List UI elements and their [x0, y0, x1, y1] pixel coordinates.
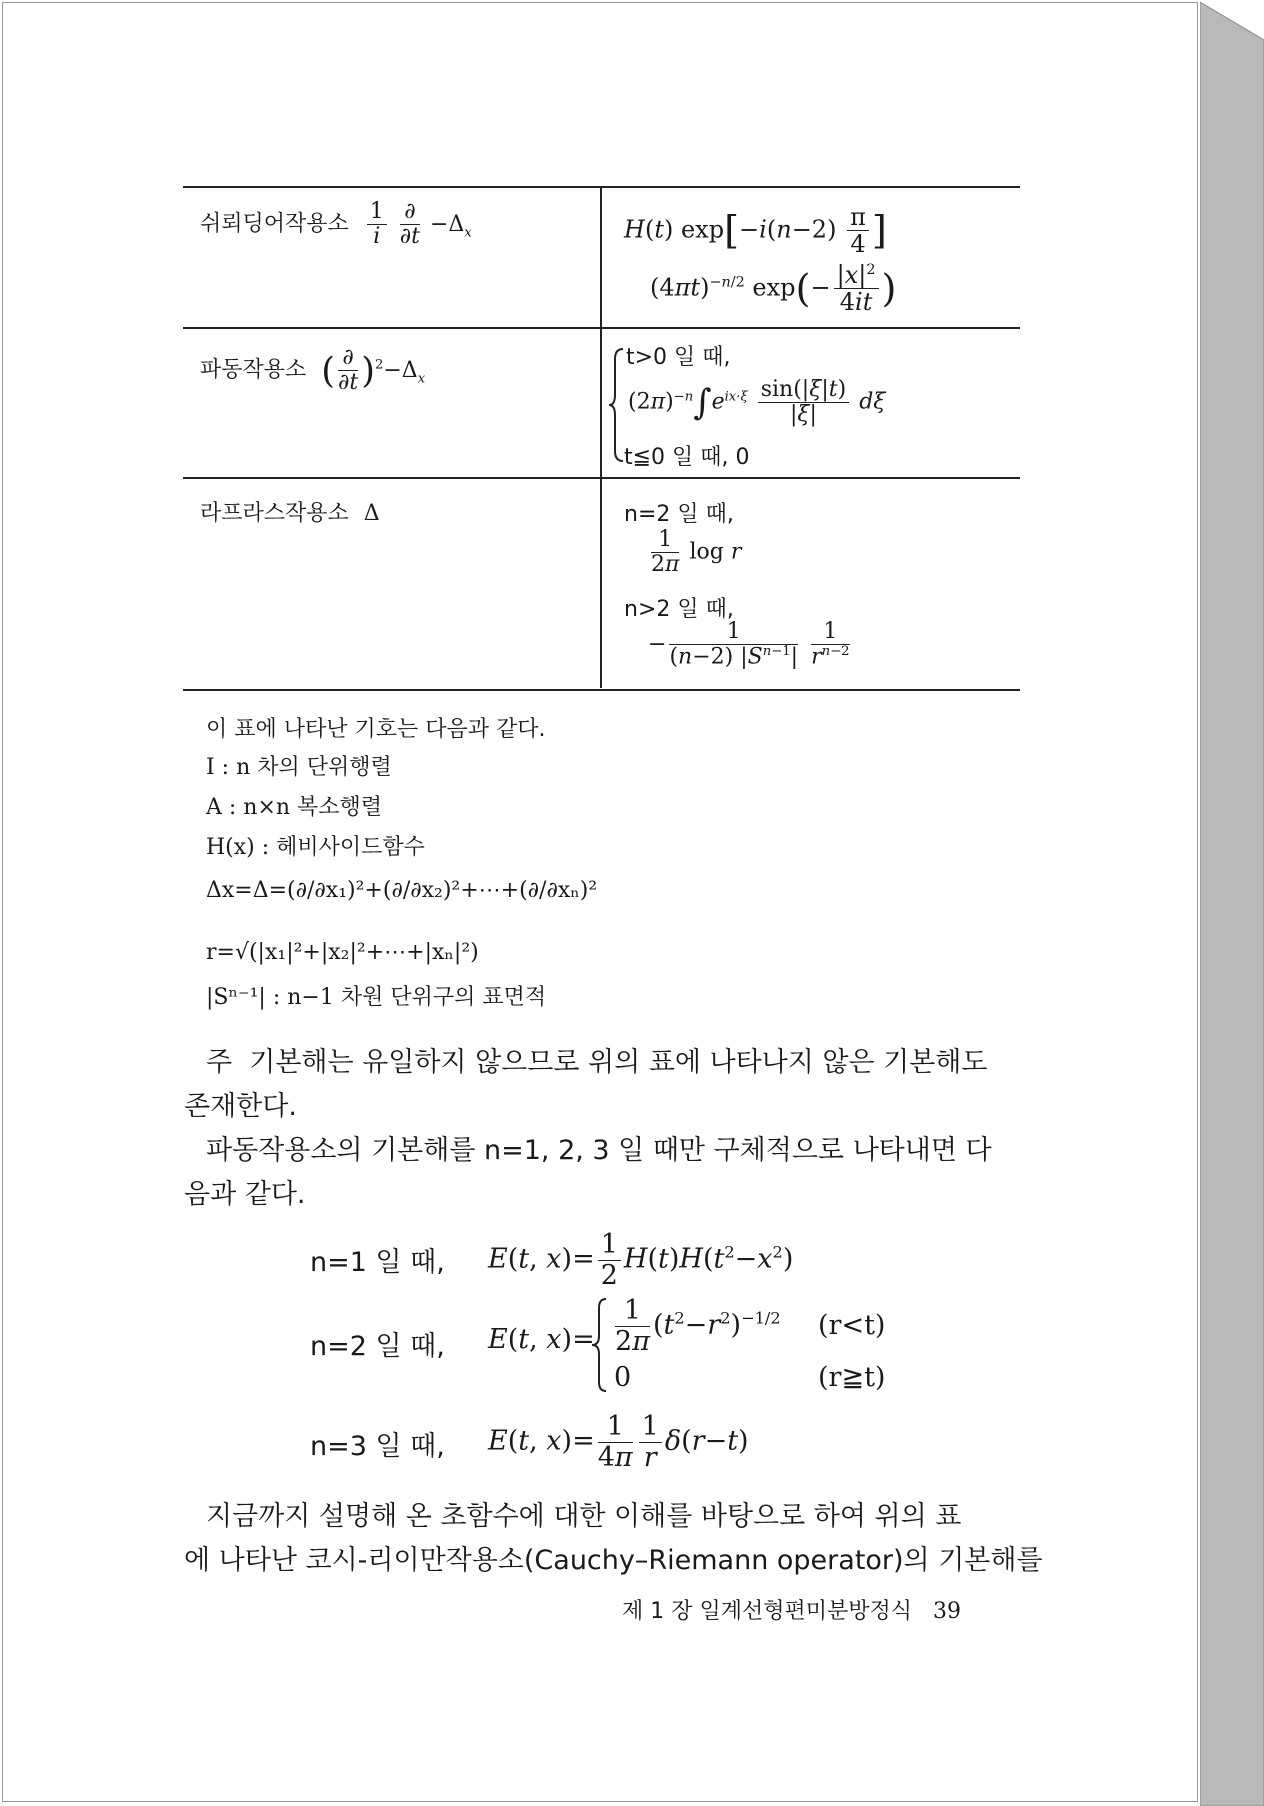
laplace-solution-n2: $\frac{1}{2\pi}$ log r	[651, 527, 742, 578]
wave-case2: t≦0 일 때, 0	[624, 445, 750, 470]
case-n2-cond-b: (r≧t)	[818, 1362, 886, 1393]
case-n3-formula: E(t, x)= $\frac{1}{4\pi}$ $\frac{1}{r}$ δ(r−t)	[488, 1411, 749, 1473]
case-n1-formula: E(t, x)= $\frac{1}{2}$ $H(t)H(t^2-x^2)$	[488, 1229, 794, 1291]
note-heaviside: H(x) : 헤비사이드함수	[206, 835, 425, 860]
case-n2-formula-b: 0	[614, 1362, 632, 1393]
closing-line2: 에 나타난 코시-리이만작용소(Cauchy–Riemann operator)의 기본해를	[184, 1545, 1043, 1576]
remark-line2: 존재한다.	[184, 1091, 297, 1122]
case-n2-lhs: E(t, x)=	[488, 1324, 595, 1355]
case-n2-cond-a: (r<t)	[818, 1310, 886, 1341]
remark-paragraph: 주 기본해는 유일하지 않으므로 위의 표에 나타나지 않은 기본해도	[206, 1047, 988, 1078]
notes-intro: 이 표에 나타난 기호는 다음과 같다.	[206, 717, 546, 742]
table-row-schrodinger-operator: 쉬뢰딩어작용소 $\frac{1}{i}$ $\frac{\partial}{\partial t}$ $-\Delta_x$	[200, 199, 472, 250]
wave-solution-integral: $(2\pi)^{-n}\int e^{ix\cdot\xi}$ $\frac{\sin(|\xi|t)}{|\xi|}$ dξ	[628, 377, 886, 428]
case-n1-label: n=1 일 때,	[310, 1247, 445, 1278]
case-n3-label: n=3 일 때,	[310, 1431, 445, 1462]
case-n2-brace	[590, 1296, 610, 1394]
book-spine	[1200, 0, 1264, 1806]
case-n2-formula-a: $\frac{1}{2\pi}$ $(t^2-r^2)^{-1/2}$	[615, 1295, 781, 1357]
schrodinger-solution-line2: $(4\pi t)^{-n/2}$ exp(− $\frac{|x|^2}{4it}$ )	[650, 261, 897, 317]
wave-case1: t>0 일 때,	[626, 345, 731, 370]
remark-label: 주	[206, 1047, 233, 1078]
note-sphere-area: |Sⁿ⁻¹| : n−1 차원 단위구의 표면적	[206, 985, 547, 1010]
page-number: 39	[933, 1599, 961, 1624]
table-column-divider	[600, 188, 602, 688]
operator-name: 파동작용소	[200, 357, 307, 383]
table-top-rule	[183, 186, 1020, 188]
table-bottom-rule	[183, 689, 1020, 691]
wave-intro-line1: 파동작용소의 기본해를 n=1, 2, 3 일 때만 구체적으로 나타내면 다	[206, 1135, 992, 1166]
wave-intro-line2: 음과 같다.	[184, 1179, 306, 1210]
closing-line1: 지금까지 설명해 온 초함수에 대한 이해를 바탕으로 하여 위의 표	[206, 1501, 962, 1532]
table-row-wave-operator: 파동작용소 ( $\frac{\partial}{\partial t}$ )$^2-\Delta_x$	[200, 345, 426, 396]
laplace-case1: n=2 일 때,	[624, 502, 734, 527]
laplace-solution-n-gt-2: − $\frac{1}{(n-2) |S^{n-1}|}$ $\frac{1}{r^{n-2}}$	[648, 619, 850, 670]
note-identity-matrix: I : n 차의 단위행렬	[206, 755, 392, 780]
case-n2-label: n=2 일 때,	[310, 1331, 445, 1362]
note-laplacian-definition: Δx=Δ=(∂/∂x₁)²+(∂/∂x₂)²+⋯+(∂/∂xₙ)²	[206, 878, 598, 903]
chapter-title: 제 1 장 일계선형편미분방정식	[622, 1599, 913, 1624]
operator-name: 라프라스작용소	[200, 501, 349, 526]
table-row-divider	[183, 327, 1020, 329]
schrodinger-solution-line1: H(t) exp[−i(n−2) $\frac{\pi}{4}$ ]	[624, 203, 887, 259]
table-row-divider	[183, 477, 1020, 479]
table-row-laplace-operator: 라프라스작용소 Δ	[200, 501, 380, 526]
running-footer	[622, 1594, 961, 1625]
note-complex-matrix: A : n×n 복소행렬	[206, 795, 383, 820]
operator-name: 쉬뢰딩어작용소	[200, 211, 349, 237]
note-r-definition: r=√(|x₁|²+|x₂|²+⋯+|xₙ|²)	[206, 940, 479, 965]
laplace-case2: n>2 일 때,	[624, 597, 734, 622]
